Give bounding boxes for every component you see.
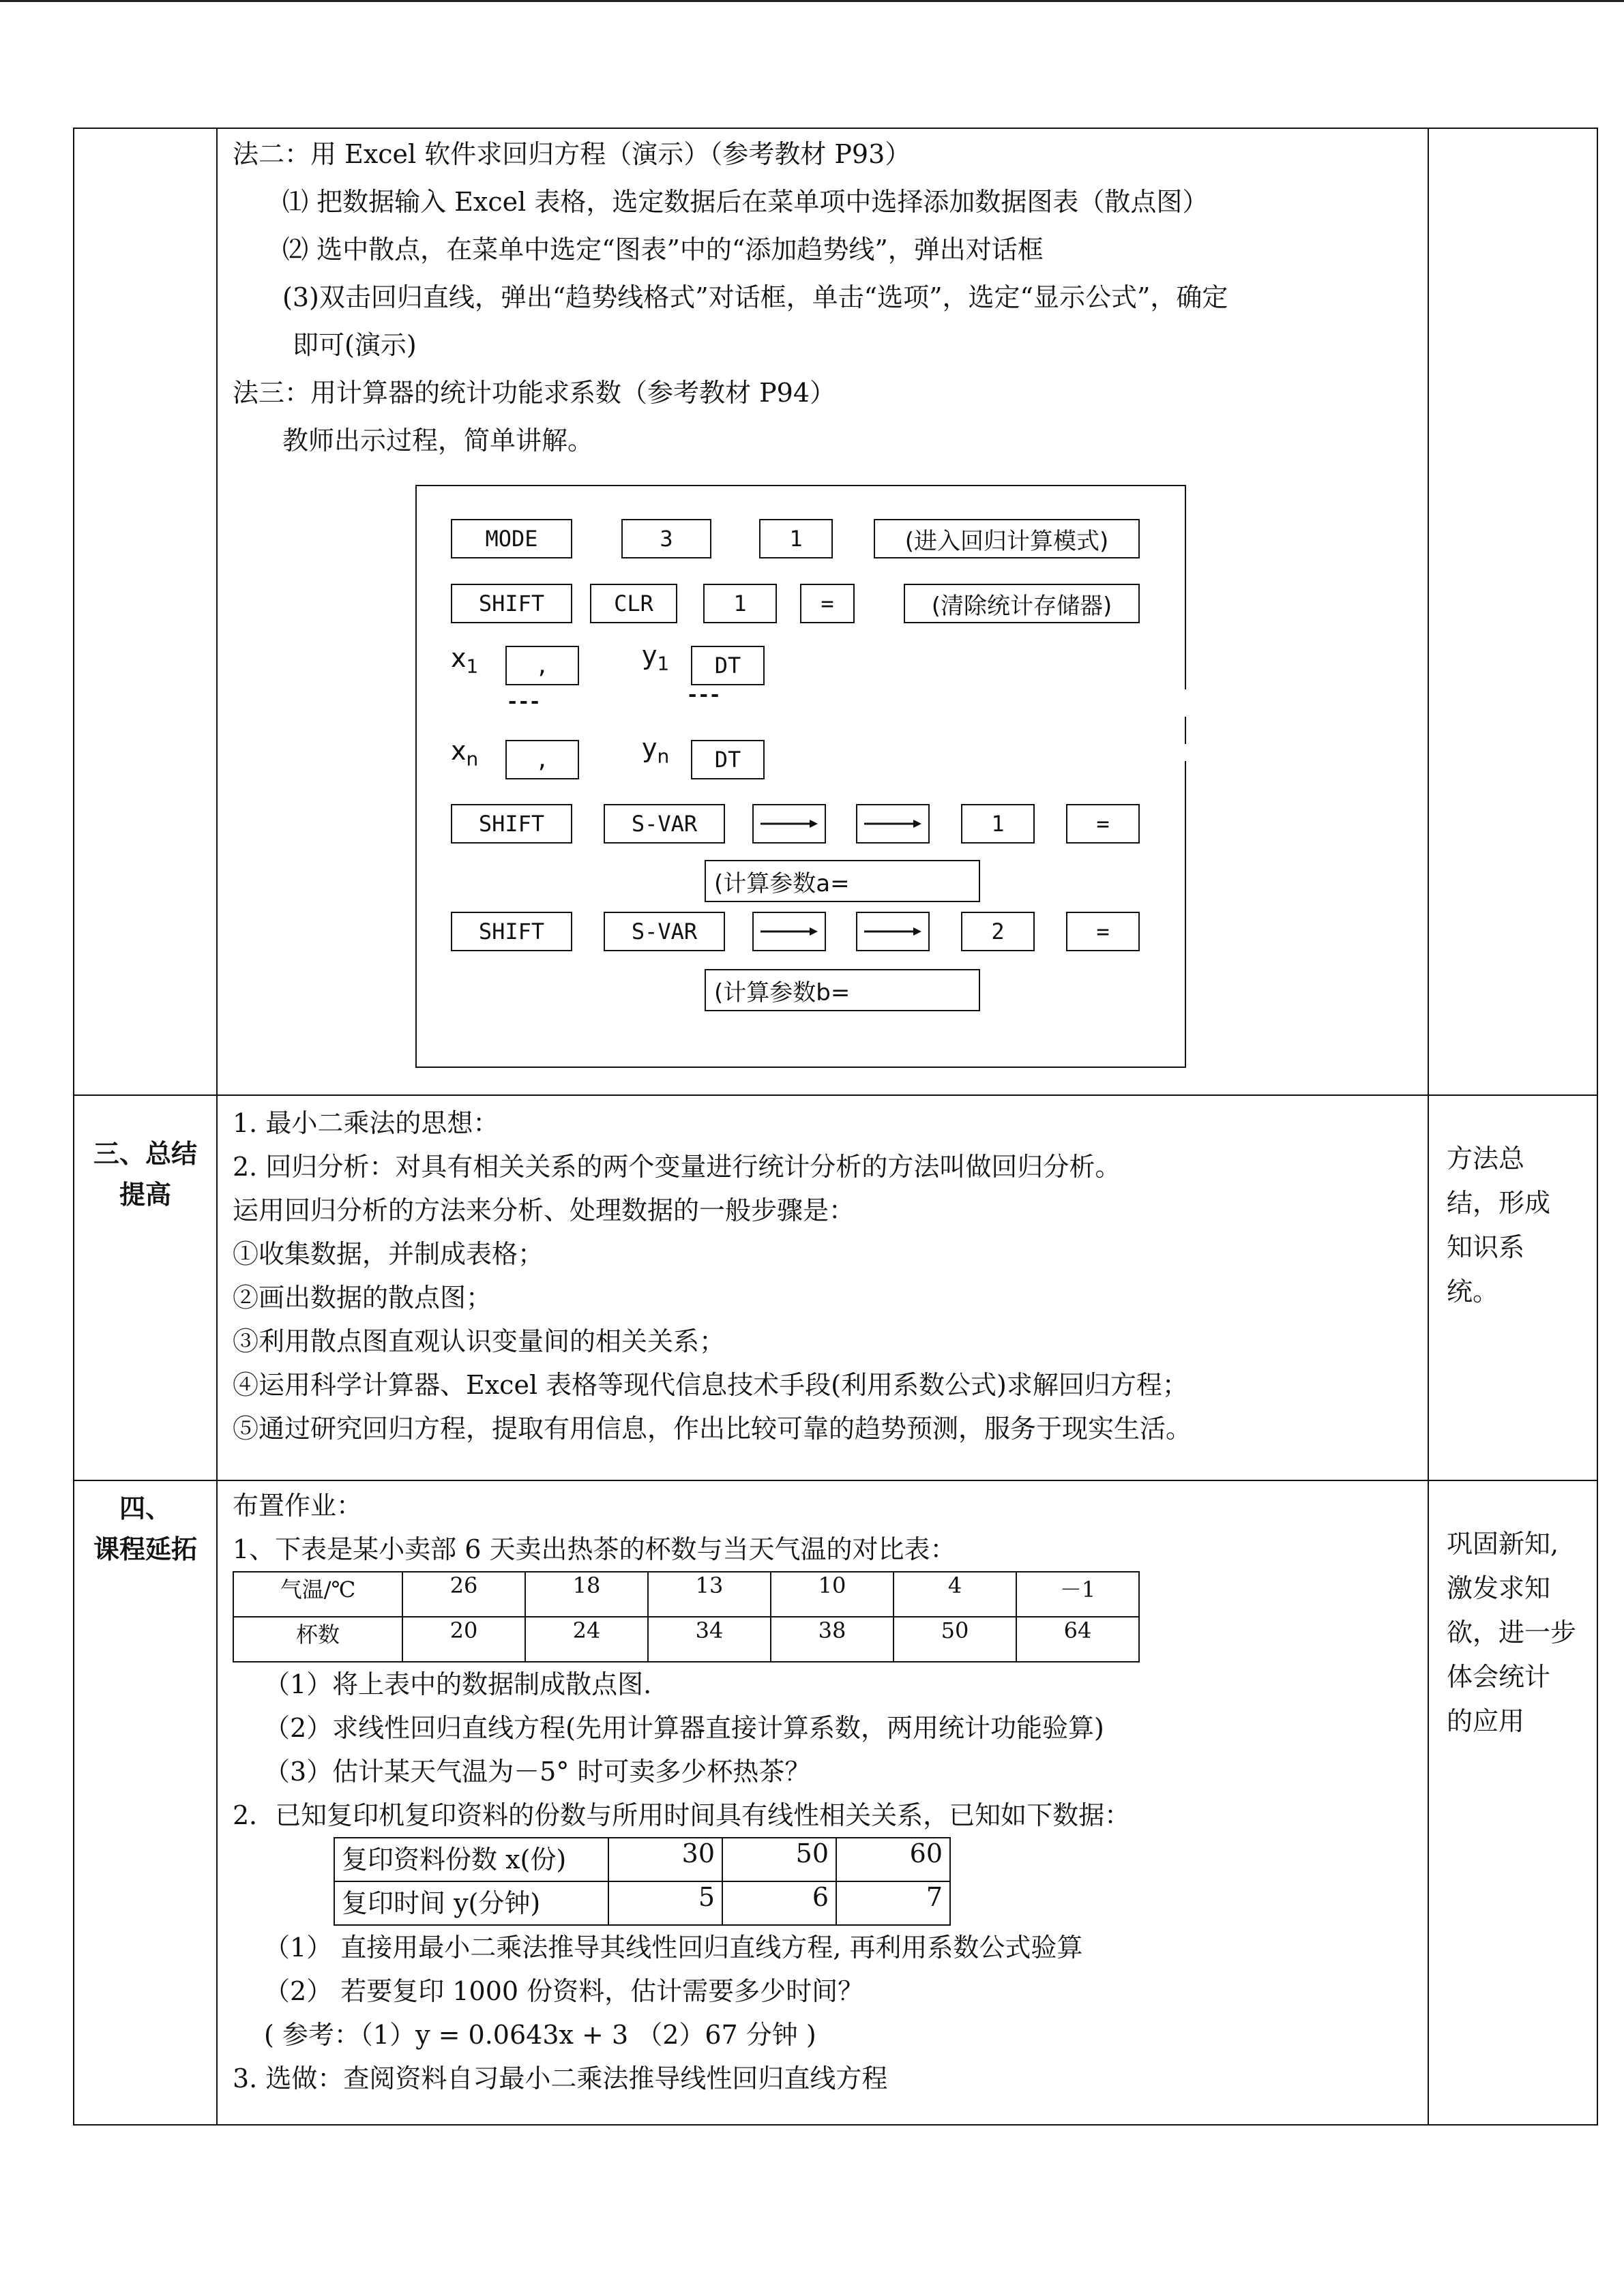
row-extension	[74, 1480, 1597, 2125]
note-line: 统。	[1447, 1277, 1499, 1307]
key-clr: CLR	[590, 584, 677, 623]
note-line: 体会统计	[1447, 1662, 1551, 1692]
note-param-a: (计算参数a=	[705, 860, 980, 902]
reference-answer: ( 参考：（1）y = 0.0643x + 3 （2）67 分钟 )	[264, 2020, 816, 2050]
key-shift: SHIFT	[451, 584, 572, 623]
page-top-border	[0, 0, 1624, 2]
row-methods-heading-cell	[74, 128, 217, 1095]
key-dt: DT	[691, 740, 765, 779]
summary-line: ③利用散点图直观认识变量间的相关关系；	[233, 1326, 726, 1356]
note-line: 知识系	[1447, 1232, 1525, 1262]
summary-line: ①收集数据，并制成表格；	[233, 1239, 544, 1269]
copy-table	[334, 1837, 951, 1926]
section4-heading	[74, 1480, 217, 2125]
label-y1: $y_1$	[642, 640, 670, 675]
frame-gap	[1182, 689, 1189, 717]
note-line: 的应用	[1447, 1706, 1525, 1736]
section4-note	[1428, 1480, 1597, 2125]
key-1: 1	[703, 584, 777, 623]
table-cell: 34	[648, 1617, 771, 1662]
label-x1: $x_1$	[451, 643, 479, 678]
arrow-right-icon	[856, 804, 930, 844]
ellipsis-dashes: ---	[508, 689, 542, 713]
key-equals: =	[1066, 912, 1140, 951]
key-3: 3	[621, 519, 711, 558]
arrow-right-icon	[752, 804, 826, 844]
table-cell: 13	[648, 1572, 771, 1617]
key-s-var: S-VAR	[604, 804, 725, 844]
note-clear-memory: (清除统计存储器)	[904, 584, 1140, 623]
row-summary	[74, 1095, 1597, 1480]
note-line: 巩固新知,	[1447, 1529, 1559, 1559]
question-2-part: （2） 若要复印 1000 份资料，估计需要多少时间？	[264, 1976, 864, 2006]
section3-heading-line1: 三、总结	[93, 1138, 197, 1169]
table-cell: 10	[771, 1572, 894, 1617]
table-cell: 20	[402, 1617, 525, 1662]
row-methods	[74, 128, 1597, 1095]
section4-content	[217, 1480, 1428, 2125]
note-line: 激发求知	[1447, 1573, 1551, 1603]
method2-step3b: 即可(演示)	[293, 330, 417, 360]
calculator-diagram	[415, 485, 1186, 1068]
summary-line: ②画出数据的散点图；	[233, 1283, 492, 1313]
table-cell: 64	[1016, 1617, 1139, 1662]
table-row	[334, 1838, 950, 1881]
note-line: 结，形成	[1447, 1188, 1551, 1218]
table-cell: 复印时间 y(分钟)	[334, 1881, 608, 1925]
table-cell: 复印资料份数 x(份)	[334, 1838, 608, 1881]
table-cell: 38	[771, 1617, 894, 1662]
key-2: 2	[961, 912, 1035, 951]
question-1-part: （3）估计某天气温为－5° 时可卖多少杯热茶？	[264, 1757, 811, 1787]
question-3: 3. 选做：查阅资料自习最小二乘法推导线性回归直线方程	[233, 2063, 888, 2093]
method2-step1: ⑴ 把数据输入 Excel 表格，选定数据后在菜单项中选择添加数据图表（散点图）	[282, 187, 1209, 217]
key-equals: =	[1066, 804, 1140, 844]
key-1: 1	[961, 804, 1035, 844]
section3-heading	[74, 1095, 217, 1480]
key-1: 1	[759, 519, 833, 558]
table-cell: 18	[525, 1572, 648, 1617]
summary-line: 2. 回归分析：对具有相关关系的两个变量进行统计分析的方法叫做回归分析。	[233, 1152, 1121, 1182]
row-methods-note-cell	[1428, 128, 1597, 1095]
key-shift: SHIFT	[451, 912, 572, 951]
note-param-b: (计算参数b=	[705, 969, 980, 1011]
table-row	[233, 1572, 1139, 1617]
key-shift: SHIFT	[451, 804, 572, 844]
temperature-table	[233, 1571, 1140, 1663]
table-cell: 60	[836, 1838, 950, 1881]
method2-step3a: (3)双击回归直线，弹出“趋势线格式”对话框，单击“选项”，选定“显示公式”，确定	[282, 282, 1228, 312]
section3-note	[1428, 1095, 1597, 1480]
section4-heading-line1: 四、	[119, 1493, 171, 1523]
method2-title: 法二：用 Excel 软件求回归方程（演示）（参考教材 P93）	[233, 139, 911, 169]
table-cell: 26	[402, 1572, 525, 1617]
summary-line: ⑤通过研究回归方程，提取有用信息，作出比较可靠的趋势预测，服务于现实生活。	[233, 1414, 1192, 1444]
question-1: 1、下表是某小卖部 6 天卖出热茶的杯数与当天气温的对比表：	[233, 1534, 956, 1564]
section4-heading-line2: 课程延拓	[93, 1534, 197, 1564]
table-cell: 5	[608, 1881, 722, 1925]
section3-content	[217, 1095, 1428, 1480]
question-2: 2．已知复印机复印资料的份数与所用时间具有线性相关关系，已知如下数据：	[233, 1800, 1131, 1830]
table-cell: 杯数	[233, 1617, 402, 1662]
label-yn: $y_n$	[642, 733, 670, 768]
table-cell: 7	[836, 1881, 950, 1925]
question-2-part: （1） 直接用最小二乘法推导其线性回归直线方程, 再利用系数公式验算	[264, 1933, 1083, 1963]
table-cell: 50	[894, 1617, 1016, 1662]
note-regression-mode: (进入回归计算模式)	[874, 519, 1140, 558]
note-line: 欲，进一步	[1447, 1617, 1577, 1648]
frame-gap	[1182, 744, 1189, 761]
table-cell: 50	[722, 1838, 836, 1881]
key-equals: =	[800, 584, 855, 623]
table-cell: 气温/℃	[233, 1572, 402, 1617]
summary-line: ④运用科学计算器、Excel 表格等现代信息技术手段(利用系数公式)求解回归方程；	[233, 1370, 1188, 1400]
table-cell: 6	[722, 1881, 836, 1925]
question-1-part: （1）将上表中的数据制成散点图.	[264, 1669, 652, 1699]
key-comma: ,	[505, 740, 579, 779]
ellipsis-dashes: ---	[688, 683, 722, 706]
key-dt: DT	[691, 646, 765, 685]
method3-desc: 教师出示过程，简单讲解。	[282, 426, 594, 456]
table-cell: 24	[525, 1617, 648, 1662]
summary-line: 1. 最小二乘法的思想：	[233, 1108, 499, 1138]
homework-intro: 布置作业：	[233, 1491, 363, 1521]
key-s-var: S-VAR	[604, 912, 725, 951]
key-mode: MODE	[451, 519, 572, 558]
lesson-table	[73, 128, 1598, 2126]
arrow-right-icon	[752, 912, 826, 951]
table-row	[334, 1881, 950, 1925]
table-cell: 30	[608, 1838, 722, 1881]
arrow-right-icon	[856, 912, 930, 951]
table-cell: 4	[894, 1572, 1016, 1617]
method3-title: 法三：用计算器的统计功能求系数（参考教材 P94）	[233, 378, 836, 408]
row-methods-content	[217, 128, 1428, 1095]
table-row	[233, 1617, 1139, 1662]
label-xn: $x_n$	[451, 736, 479, 771]
summary-line: 运用回归分析的方法来分析、处理数据的一般步骤是：	[233, 1195, 855, 1225]
key-comma: ,	[505, 646, 579, 685]
method2-step2: ⑵ 选中散点，在菜单中选定“图表”中的“添加趋势线”，弹出对话框	[282, 235, 1044, 265]
table-cell: －1	[1016, 1572, 1139, 1617]
question-1-part: （2）求线性回归直线方程(先用计算器直接计算系数，两用统计功能验算)	[264, 1713, 1104, 1743]
note-line: 方法总	[1447, 1144, 1525, 1174]
section3-heading-line2: 提高	[119, 1179, 171, 1210]
